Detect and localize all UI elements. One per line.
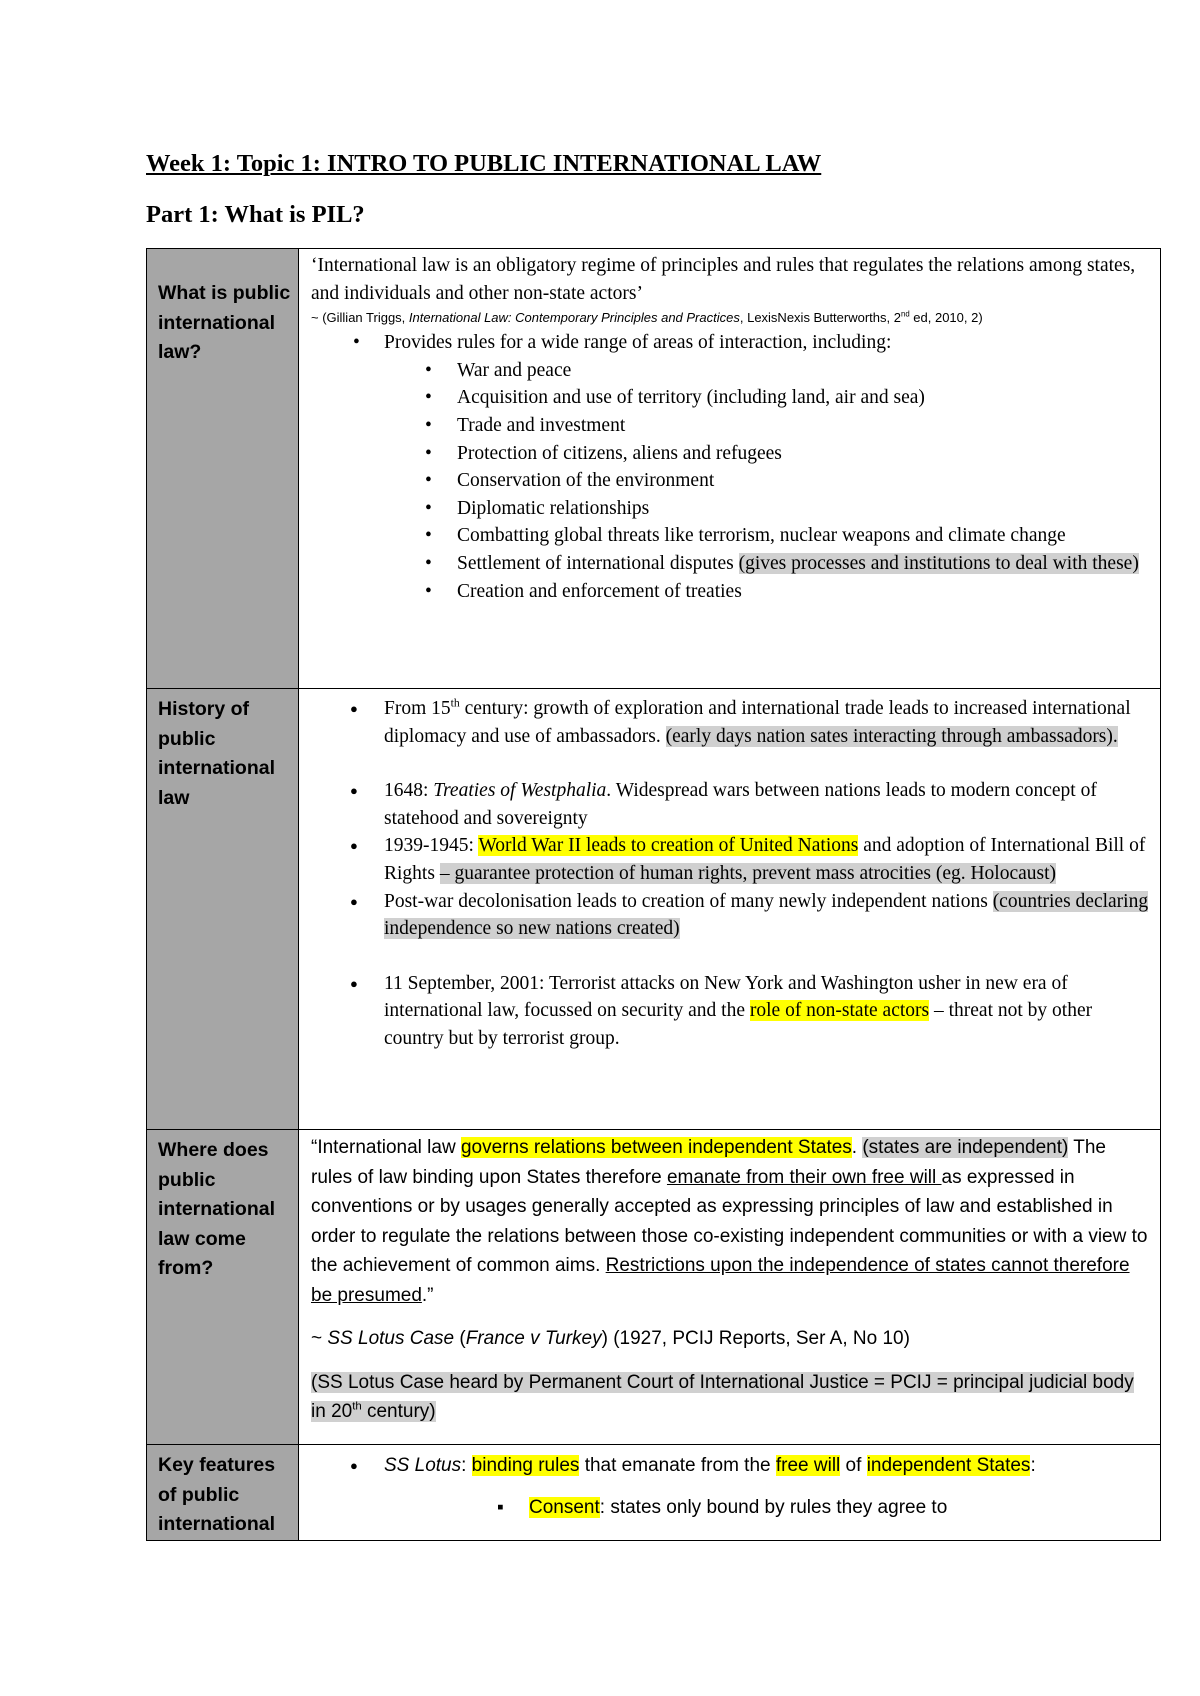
grey-note: (states are independent) (862, 1137, 1069, 1158)
history-list (299, 689, 1160, 1053)
list-item: ● 11 September, 2001: Terrorist attacks on New York and Washington usher in new era of international law, focussed on security and the role of non-state actors – threat not by other country but by terrorist group. (384, 970, 1150, 1053)
areas-list (299, 329, 1160, 605)
key-features-list (299, 1445, 1160, 1481)
yellow-highlight: role of non-state actors (749, 1000, 930, 1022)
row-label-cell (147, 1445, 299, 1541)
table-row (147, 1445, 1161, 1541)
definition-quote: ‘International law is an obligatory regime of principles and rules that regulates the relations among states, and individuals and other non-state actors’ (311, 255, 1136, 304)
grey-note: (early days nation sates interacting through ambassadors). (665, 725, 1118, 747)
yellow-highlight: World War II leads to creation of United Nations (478, 835, 859, 857)
list-item: • Diplomatic relationships (457, 495, 1160, 523)
grey-note: – guarantee protection of human rights, prevent mass atrocities (eg. Holocaust) (439, 862, 1057, 884)
page-subtitle: Part 1: What is PIL? (146, 201, 365, 228)
yellow-highlight: binding rules (471, 1455, 580, 1476)
row-content-cell (299, 1130, 1161, 1445)
list-item: ● SS Lotus: binding rules that emanate from the free will of independent States: (384, 1451, 1160, 1481)
case-note (299, 1368, 1160, 1427)
list-item: • Acquisition and use of territory (including land, air and sea) (457, 384, 1160, 412)
list-item: ● Post-war decolonisation leads to creation of many newly independent nations (countries declaring independence so new nations created) (384, 888, 1150, 943)
row-label: Key features of public international (158, 1454, 276, 1535)
case-citation: ~ SS Lotus Case (France v Turkey) (1927, PCIJ Reports, Ser A, No 10) (311, 1328, 910, 1349)
list-item: ● 1939-1945: World War II leads to creation of United Nations and adoption of International Bill of Rights – guarantee protection of human rights, prevent mass atrocities (eg. Holocaust) (384, 832, 1150, 887)
row-label-cell (147, 249, 299, 689)
list-item: • Protection of citizens, aliens and refugees (457, 440, 1160, 468)
lotus-quote: “International law governs relations between independent States. (states are independent) The rules of law binding upon States therefore emanate from their own free will as expressed in conventions or by usages generally accepted as expressing principles of law and established in order to regulate the relations between those co-existing independent communities or with a view to the achievement of common aims. Restrictions upon the independence of states cannot therefore be presumed.” (311, 1137, 1148, 1306)
row-content-cell (299, 1445, 1161, 1541)
page-title: Week 1: Topic 1: INTRO TO PUBLIC INTERNATIONAL LAW (146, 150, 822, 177)
list-item: • Creation and enforcement of treaties (457, 578, 1160, 606)
yellow-highlight: governs relations between independent States (460, 1137, 852, 1158)
row-content-cell (299, 249, 1161, 689)
key-features-sublist (299, 1481, 1160, 1523)
list-item: • Provides rules for a wide range of areas of interaction, including: • War and peace • Acquisition and use of territory (including land, air and sea) • Trade and investment • Protection of citizens, aliens and refugees • Conservation of the environment • Diplomatic relationships • Combatting global threats like terrorism, nuclear weapons and climate change • Settlement of international disputes (gives processes and institutions to deal with these) • Creation and enforcement of treaties (384, 329, 1160, 605)
row-content-cell (299, 689, 1161, 1130)
grey-note: (SS Lotus Case heard by Permanent Court of International Justice = PCIJ = principal judicial body in 20th century) (311, 1371, 1134, 1422)
row-label: History of public international law (158, 698, 276, 809)
areas-sublist (384, 357, 1160, 605)
table-row (147, 689, 1161, 1130)
yellow-highlight: free will (775, 1455, 841, 1476)
table-row (147, 1130, 1161, 1445)
grey-note: (gives processes and institutions to deal with these) (738, 552, 1139, 574)
list-item: • Conservation of the environment (457, 467, 1160, 495)
list-item: • Trade and investment (457, 412, 1160, 440)
notes-table (146, 248, 1161, 1541)
row-label-cell (147, 1130, 299, 1445)
row-label: Where does public international law come from? (158, 1139, 276, 1279)
yellow-highlight: Consent (529, 1496, 600, 1518)
row-label-cell (147, 689, 299, 1130)
list-item: • Settlement of international disputes (gives processes and institutions to deal with these) (457, 550, 1160, 578)
list-item: ● 1648: Treaties of Westphalia. Widespread wars between nations leads to modern concept of statehood and sovereignty (384, 777, 1150, 832)
yellow-highlight: independent States (866, 1455, 1031, 1476)
row-label: What is public international law? (158, 282, 291, 363)
list-item: ● From 15th century: growth of exploration and international trade leads to increased international diplomacy and use of ambassadors. (early days nation sates interacting through ambassadors). (384, 695, 1150, 750)
list-item: ▪ Consent: states only bound by rules they agree to (529, 1493, 1160, 1523)
list-item: • War and peace (457, 357, 1160, 385)
citation: ~ (Gillian Triggs, International Law: Contemporary Principles and Practices, LexisNexis Butterworths, 2nd ed, 2010, 2) (311, 309, 983, 326)
list-item: • Combatting global threats like terrorism, nuclear weapons and climate change (457, 522, 1160, 550)
grey-note: (countries declaring independence so new nations created) (384, 890, 1149, 940)
table-row (147, 249, 1161, 689)
